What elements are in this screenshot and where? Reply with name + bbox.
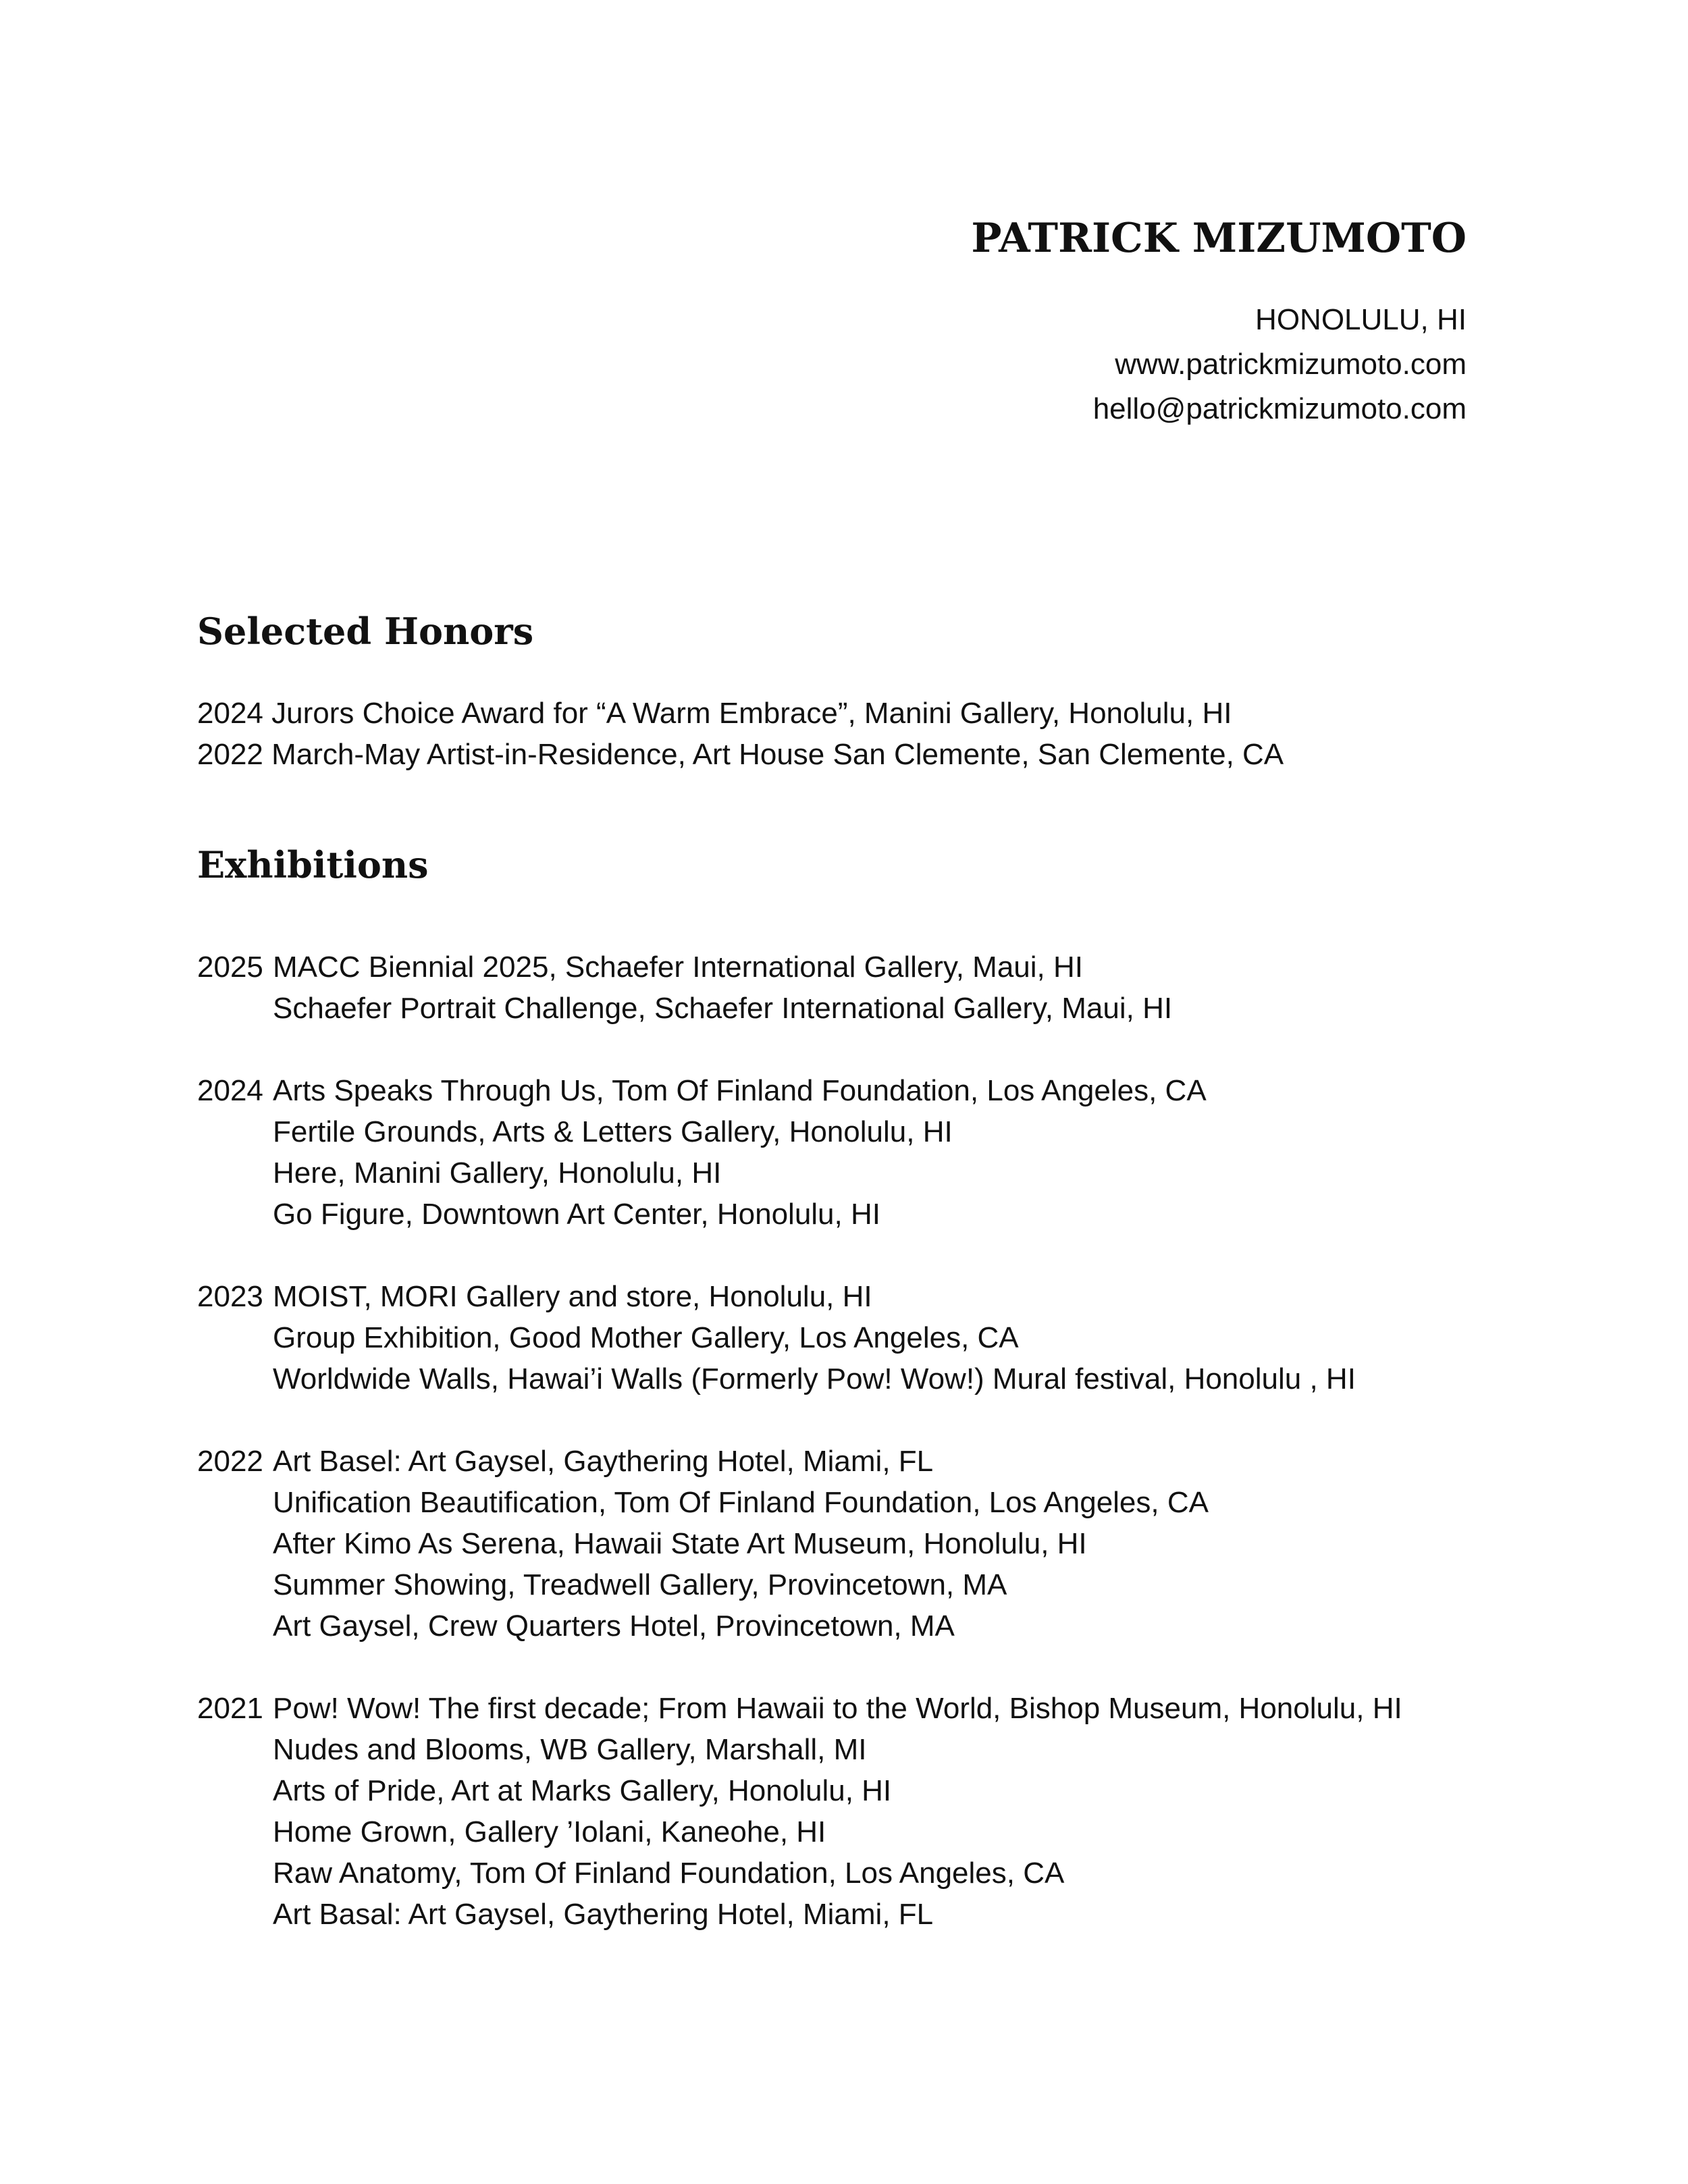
exhibition-entry xyxy=(197,1070,1553,1111)
exhibition-year-group xyxy=(197,1441,1553,1647)
exhibition-title: Worldwide Walls, Hawai’i Walls (Formerly Pow! Wow!) Mural festival, Honolulu , HI xyxy=(273,1362,1356,1395)
exhibition-entry xyxy=(197,1194,1553,1235)
exhibition-year: 2023 xyxy=(197,1280,263,1313)
exhibition-entry xyxy=(197,1441,1553,1482)
exhibition-title: Home Grown, Gallery ’Iolani, Kaneohe, HI xyxy=(273,1815,826,1848)
exhibition-entry xyxy=(197,1853,1553,1894)
exhibition-year: 2025 xyxy=(197,951,263,984)
exhibition-entry xyxy=(197,1482,1553,1523)
exhibition-title: MOIST, MORI Gallery and store, Honolulu, HI xyxy=(273,1280,872,1313)
exhibition-entry xyxy=(197,1564,1553,1605)
exhibition-title: MACC Biennial 2025, Schaefer International Gallery, Maui, HI xyxy=(273,951,1083,984)
honor-item: 2022 March-May Artist-in-Residence, Art House San Clemente, San Clemente, CA xyxy=(197,738,1284,771)
exhibition-entry xyxy=(197,1605,1553,1647)
exhibition-entry xyxy=(197,988,1553,1029)
exhibition-year: 2024 xyxy=(197,1074,263,1107)
exhibition-entry xyxy=(197,1894,1553,1935)
exhibition-title: Arts of Pride, Art at Marks Gallery, Honolulu, HI xyxy=(273,1774,892,1807)
exhibition-title: Here, Manini Gallery, Honolulu, HI xyxy=(273,1156,722,1190)
website-link[interactable]: www.patrickmizumoto.com xyxy=(1115,348,1467,381)
honor-item: 2024 Jurors Choice Award for “A Warm Embrace”, Manini Gallery, Honolulu, HI xyxy=(197,697,1232,730)
section-heading-exhibitions: Exhibitions xyxy=(197,843,429,886)
exhibition-entry xyxy=(197,1358,1553,1400)
exhibition-year: 2021 xyxy=(197,1692,263,1725)
exhibition-entry xyxy=(197,947,1553,988)
exhibition-year-group xyxy=(197,1276,1553,1400)
location: HONOLULU, HI xyxy=(1255,303,1467,336)
exhibition-year: 2022 xyxy=(197,1445,263,1478)
exhibition-title: Art Basal: Art Gaysel, Gaythering Hotel, Miami, FL xyxy=(273,1898,934,1931)
exhibition-entry xyxy=(197,1317,1553,1358)
exhibition-year-group xyxy=(197,947,1553,1029)
exhibition-entry xyxy=(197,1523,1553,1564)
email-link[interactable]: hello@patrickmizumoto.com xyxy=(1092,392,1467,425)
exhibition-entry xyxy=(197,1276,1553,1317)
exhibition-title: Art Gaysel, Crew Quarters Hotel, Provincetown, MA xyxy=(273,1609,955,1643)
exhibition-title: Group Exhibition, Good Mother Gallery, Los Angeles, CA xyxy=(273,1321,1019,1354)
artist-name: PATRICK MIZUMOTO xyxy=(971,215,1467,262)
exhibition-title: Summer Showing, Treadwell Gallery, Provincetown, MA xyxy=(273,1568,1007,1601)
exhibition-title: Pow! Wow! The first decade; From Hawaii to the World, Bishop Museum, Honolulu, HI xyxy=(273,1692,1402,1725)
exhibition-title: Raw Anatomy, Tom Of Finland Foundation, Los Angeles, CA xyxy=(273,1857,1065,1890)
resume-body xyxy=(197,608,1553,1976)
exhibition-entry xyxy=(197,1688,1553,1729)
exhibition-title: Unification Beautification, Tom Of Finland Foundation, Los Angeles, CA xyxy=(273,1486,1209,1519)
exhibition-entry xyxy=(197,1770,1553,1811)
exhibition-year-group xyxy=(197,1070,1553,1235)
exhibition-title: Arts Speaks Through Us, Tom Of Finland Foundation, Los Angeles, CA xyxy=(273,1074,1207,1107)
exhibition-entry xyxy=(197,1729,1553,1770)
exhibition-title: Schaefer Portrait Challenge, Schaefer International Gallery, Maui, HI xyxy=(273,992,1173,1025)
honors-list xyxy=(197,693,1553,775)
exhibition-title: Art Basel: Art Gaysel, Gaythering Hotel, Miami, FL xyxy=(273,1445,934,1478)
exhibition-entry xyxy=(197,1111,1553,1152)
exhibition-entry xyxy=(197,1811,1553,1853)
exhibition-title: After Kimo As Serena, Hawaii State Art Museum, Honolulu, HI xyxy=(273,1527,1087,1560)
section-heading-honors: Selected Honors xyxy=(197,610,534,653)
exhibition-title: Nudes and Blooms, WB Gallery, Marshall, MI xyxy=(273,1733,867,1766)
exhibition-entry xyxy=(197,1152,1553,1194)
exhibition-title: Fertile Grounds, Arts & Letters Gallery, Honolulu, HI xyxy=(273,1115,953,1148)
exhibition-year-group xyxy=(197,1688,1553,1935)
exhibitions-list xyxy=(197,947,1553,1935)
exhibition-title: Go Figure, Downtown Art Center, Honolulu, HI xyxy=(273,1198,880,1231)
resume-header xyxy=(971,213,1467,431)
